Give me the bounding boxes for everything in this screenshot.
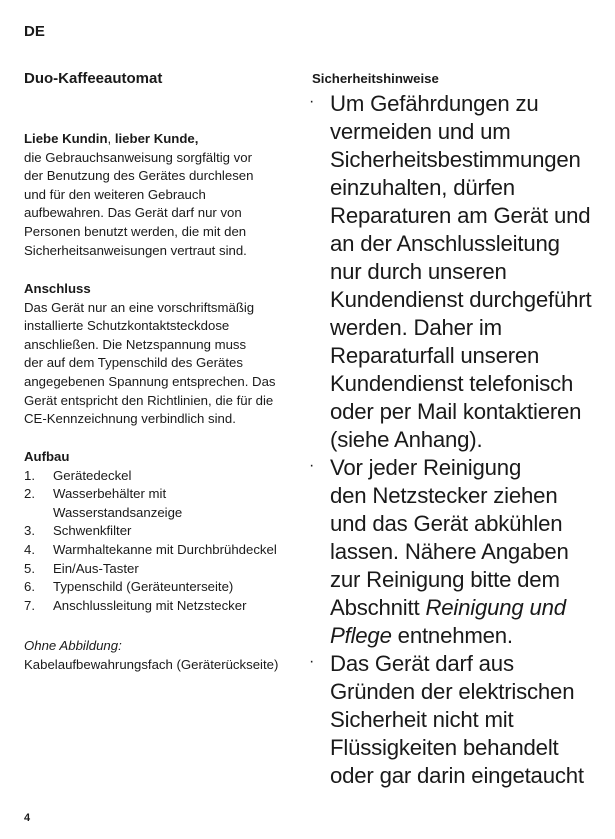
aufbau-item-number: 2.: [24, 486, 35, 502]
safety-line: Sicherheit nicht mit: [330, 707, 514, 732]
aufbau-item: [24, 541, 299, 560]
anschluss-line: anschließen. Die Netzspannung muss: [24, 336, 247, 352]
aufbau-item-number: 5.: [24, 560, 35, 576]
safety-line: Sicherheitsbestimmungen: [330, 147, 581, 172]
aufbau-item-text: Gerätedeckel: [53, 467, 132, 483]
greeting-heading-b: lieber Kunde,: [114, 131, 199, 146]
greeting-heading: [24, 130, 299, 149]
aufbau-item-text-line: Wasserstandsanzeige: [53, 504, 183, 520]
safety-line: nur durch unseren: [330, 259, 507, 284]
greeting-line: Personen benutzt werden, die mit den: [24, 223, 247, 239]
aufbau-item-text: Anschlussleitung mit Netzstecker: [53, 597, 247, 613]
aufbau-item-text: Ein/Aus-Taster: [53, 560, 139, 576]
anschluss-line: angegebenen Spannung entsprechen. Das: [24, 373, 276, 389]
anschluss-line: der auf dem Typenschild des Gerätes: [24, 355, 243, 371]
aufbau-item: [24, 485, 299, 522]
safety-heading: Sicherheitshinweise: [312, 71, 439, 86]
safety-line: (siehe Anhang).: [330, 427, 483, 452]
greeting-heading-sep: ,: [107, 131, 115, 146]
safety-line: an der Anschlussleitung: [330, 231, 560, 256]
safety-line: Um Gefährdungen zu: [330, 91, 539, 116]
safety-ref-prefix: Abschnitt: [330, 595, 426, 620]
bullet-icon: ·: [309, 457, 315, 474]
greeting-line: aufbewahren. Das Gerät darf nur von: [24, 205, 242, 221]
aufbau-item-number: 6.: [24, 579, 35, 595]
safety-line: Gründen der elektrischen: [330, 679, 575, 704]
ohne-abbildung-text: Kabelaufbewahrungsfach (Geräterückseite): [24, 656, 279, 672]
aufbau-item: [24, 467, 299, 486]
anschluss-line: installierte Schutzkontaktsteckdose: [24, 318, 230, 334]
page-number: 4: [24, 812, 31, 824]
safety-list: [308, 90, 608, 790]
aufbau-item: [24, 578, 299, 597]
aufbau-item: [24, 522, 299, 541]
aufbau-item-number: 3.: [24, 523, 35, 539]
safety-line: zur Reinigung bitte dem: [330, 567, 560, 592]
bullet-icon: ·: [309, 93, 315, 110]
anschluss-heading: Anschluss: [24, 281, 91, 296]
language-tag: DE: [24, 23, 45, 40]
greeting-line: und für den weiteren Gebrauch: [24, 186, 206, 202]
safety-line: den Netzstecker ziehen: [330, 483, 558, 508]
safety-line: werden. Daher im: [330, 315, 502, 340]
anschluss-line: Gerät entspricht den Richtlinien, die für die: [24, 392, 274, 408]
safety-line: Reparaturen am Gerät und: [330, 203, 591, 228]
safety-line: [330, 594, 608, 622]
anschluss-line: Das Gerät nur an eine vorschriftsmäßig: [24, 299, 255, 315]
safety-ref-suffix: entnehmen.: [391, 623, 513, 648]
safety-line: Reparaturfall unseren: [330, 343, 540, 368]
aufbau-item-text: Typenschild (Geräteunterseite): [53, 579, 234, 595]
safety-line: lassen. Nähere Angaben: [330, 539, 569, 564]
aufbau-item-text: Schwenkfilter: [53, 523, 132, 539]
aufbau-item-text: Warmhaltekanne mit Durchbrühdeckel: [53, 541, 277, 557]
aufbau-item-text: [53, 485, 182, 522]
safety-line: Kundendienst durchgeführt: [330, 287, 592, 312]
ohne-abbildung-label: Ohne Abbildung:: [24, 638, 122, 653]
greeting-line: Sicherheitsanweisungen vertraut sind.: [24, 242, 247, 258]
greeting-heading-a: Liebe Kundin: [24, 131, 108, 146]
greeting-line: der Benutzung des Gerätes durchlesen: [24, 168, 254, 184]
aufbau-item-text-line: Wasserbehälter mit: [53, 486, 167, 502]
safety-line: Flüssigkeiten behandelt: [330, 735, 559, 760]
aufbau-list: [24, 467, 299, 616]
aufbau-item: [24, 560, 299, 579]
safety-item: [308, 90, 608, 454]
safety-line: und das Gerät abkühlen: [330, 511, 563, 536]
ohne-abbildung-section: [24, 637, 299, 674]
aufbau-item-number: 4.: [24, 541, 35, 557]
aufbau-item-number: 1.: [24, 467, 35, 483]
safety-line: Kundendienst telefonisch: [330, 371, 574, 396]
safety-line: Das Gerät darf aus: [330, 651, 514, 676]
aufbau-item: [24, 597, 299, 616]
aufbau-heading: Aufbau: [24, 449, 70, 464]
bullet-icon: ·: [309, 653, 315, 670]
safety-line: Vor jeder Reinigung: [330, 455, 522, 480]
safety-line: [330, 622, 608, 650]
safety-line: oder per Mail kontaktieren: [330, 399, 582, 424]
safety-item: [308, 650, 608, 790]
aufbau-section: [24, 448, 299, 615]
safety-item: [308, 454, 608, 650]
safety-line: einzuhalten, dürfen: [330, 175, 515, 200]
safety-ref-italic: Pflege: [330, 623, 392, 648]
safety-line: oder gar darin eingetaucht: [330, 763, 584, 788]
page-title: Duo-Kaffeeautomat: [24, 70, 163, 87]
safety-line: vermeiden und um: [330, 119, 511, 144]
anschluss-line: CE-Kennzeichnung verbindlich sind.: [24, 411, 236, 427]
greeting-line: die Gebrauchsanweisung sorgfältig vor: [24, 149, 252, 165]
greeting-section: [24, 130, 299, 260]
aufbau-item-number: 7.: [24, 597, 35, 613]
safety-ref-italic: Reinigung und: [425, 595, 566, 620]
anschluss-section: [24, 280, 299, 429]
